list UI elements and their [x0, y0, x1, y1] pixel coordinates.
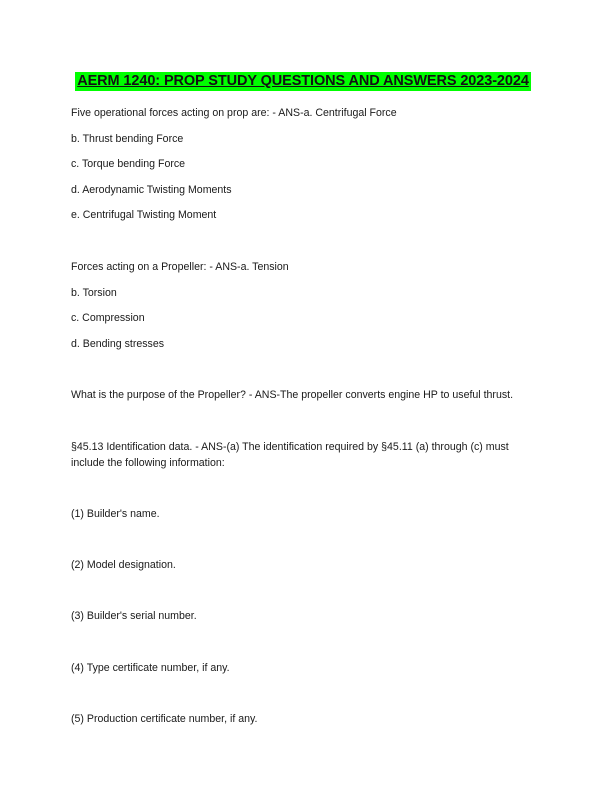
text-line: d. Aerodynamic Twisting Moments: [71, 184, 232, 196]
text-line: (1) Builder's name.: [71, 508, 160, 520]
text-line: (5) Production certificate number, if any.: [71, 713, 258, 725]
text-line: c. Compression: [71, 312, 145, 324]
text-line: b. Torsion: [71, 287, 117, 299]
text-line: Forces acting on a Propeller: - ANS-a. Tension: [71, 261, 289, 273]
text-line: Five operational forces acting on prop are: - ANS-a. Centrifugal Force: [71, 107, 397, 119]
text-line: (2) Model designation.: [71, 559, 176, 571]
text-line: c. Torque bending Force: [71, 158, 186, 170]
text-line: (3) Builder's serial number.: [71, 610, 197, 622]
text-line: What is the purpose of the Propeller? - ANS-The propeller converts engine HP to useful thrust.: [71, 389, 514, 401]
document-title: AERM 1240: PROP STUDY QUESTIONS AND ANSWERS 2023-2024: [77, 73, 529, 89]
text-paragraph: §45.13 Identification data. - ANS-(a) The identification required by §45.11 (a) through (c) must include the following information:: [71, 441, 509, 469]
text-line: e. Centrifugal Twisting Moment: [71, 209, 217, 221]
text-line: b. Thrust bending Force: [71, 133, 184, 145]
text-line: d. Bending stresses: [71, 338, 165, 350]
title-container: [0, 72, 606, 91]
text-line: (4) Type certificate number, if any.: [71, 662, 230, 674]
